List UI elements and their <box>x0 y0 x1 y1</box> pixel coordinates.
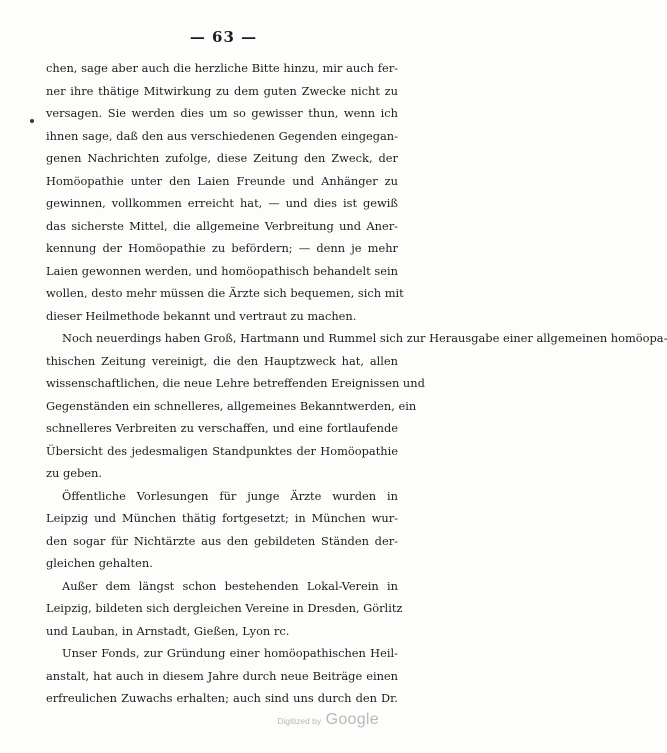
text-line: wissenschaftlichen, die neue Lehre betreffenden Ereignissen und <box>46 376 425 390</box>
text-line: schnelleres Verbreiten zu verschaffen, und eine fortlaufende <box>46 421 398 435</box>
text-line: Unser Fonds, zur Gründung einer homöopathischen Heil- <box>62 646 398 660</box>
text-line: Homöopathie unter den Laien Freunde und Anhänger zu <box>46 173 398 188</box>
text-line: Öffentliche Vorlesungen für junge Ärzte wurden in <box>62 488 398 503</box>
text-line: Übersicht des jedesmaligen Standpunktes der Homöopathie <box>46 443 398 458</box>
text-line: zu geben. <box>46 466 102 480</box>
text-line: ner ihre thätige Mitwirkung zu dem guten Zwecke nicht zu <box>46 83 398 98</box>
text-line: wollen, desto mehr müssen die Ärzte sich bequemen, sich mit <box>46 286 404 300</box>
google-logo: Google <box>325 711 379 728</box>
page-number: — 63 — <box>189 28 258 46</box>
text-line: dieser Heilmethode bekannt und vertraut zu machen. <box>46 308 357 323</box>
text-line: genen Nachrichten zufolge, diese Zeitung den Zweck, der <box>46 151 398 165</box>
text-line: Gegenständen ein schnelleres, allgemeines Bekanntwerden, ein <box>46 398 417 413</box>
text-line: das sicherste Mittel, die allgemeine Verbreitung und Aner- <box>46 218 398 233</box>
text-line: und Lauban, in Arnstadt, Gießen, Lyon rc. <box>46 623 290 638</box>
text-line: thischen Zeitung vereinigt, die den Hauptzweck hat, allen <box>46 353 398 368</box>
text-line: versagen. Sie werden dies um so gewisser thun, wenn ich <box>46 106 398 120</box>
text-line: erfreulichen Zuwachs erhalten; auch sind uns durch den Dr. <box>46 691 398 705</box>
text-line: Laien gewonnen werden, und homöopathisch behandelt sein <box>46 263 398 278</box>
page-body <box>46 57 667 710</box>
text-line: Leipzig und München thätig fortgesetzt; in München wur- <box>46 511 398 525</box>
text-line: gewinnen, vollkommen erreicht hat, — und dies ist gewiß <box>46 196 398 210</box>
digitized-watermark <box>277 711 379 729</box>
text-line: Noch neuerdings haben Groß, Hartmann und Rummel sich zur Herausgabe einer allgemeinen homöopa- <box>62 331 667 345</box>
margin-mark <box>30 119 34 123</box>
text-line: anstalt, hat auch in diesem Jahre durch neue Beiträge einen <box>46 668 398 683</box>
text-line: chen, sage aber auch die herzliche Bitte hinzu, mir auch fer- <box>46 61 398 75</box>
text-line: Leipzig, bildeten sich dergleichen Vereine in Dresden, Görlitz <box>46 601 403 615</box>
text-line: Außer dem längst schon bestehenden Lokal-Verein in <box>62 578 398 593</box>
watermark-prefix: Digitized by <box>277 716 322 726</box>
text-line: gleichen gehalten. <box>46 556 153 570</box>
text-line: kennung der Homöopathie zu befördern; — denn je mehr <box>46 241 398 255</box>
text-line: den sogar für Nichtärzte aus den gebildeten Ständen der- <box>46 533 398 548</box>
text-line: ihnen sage, daß den aus verschiedenen Gegenden eingegan- <box>46 128 398 143</box>
